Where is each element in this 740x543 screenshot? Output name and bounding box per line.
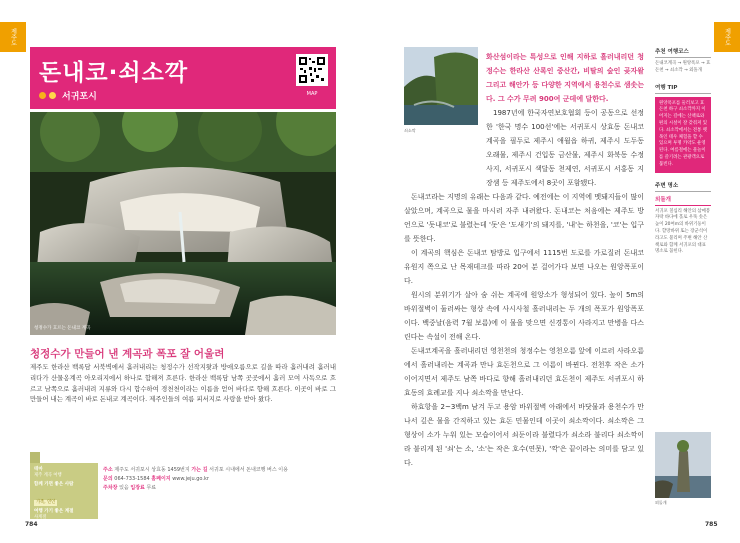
valley-photo bbox=[30, 112, 336, 335]
nearby-name: 외돌개 bbox=[655, 195, 711, 206]
bullet-icon bbox=[49, 92, 56, 99]
tip-text: 원앙폭포를 둘러보고 효돈천 하구 쇠소깍까지 이어지는 길에는 산책로와 편의 시설이 잘 갖춰져 있다. 쇠소깍에서는 전통 뗏목인 테우 체험을 할 수 있으며 투명 카약도 운영된다. 여름철에는 물놀이를 즐기려는 관광객으로 붐빈다. bbox=[655, 97, 711, 173]
right-body-text bbox=[404, 50, 644, 470]
left-heading: 청정수가 만들어 낸 계곡과 폭포 잘 어울려 bbox=[30, 348, 225, 360]
info-label: 함께 가면 좋은 사람 bbox=[34, 482, 74, 487]
info-label: 여행 가기 좋은 계절 bbox=[34, 509, 74, 514]
nearby-title: 주변 명소 bbox=[655, 181, 711, 192]
info-detail bbox=[103, 466, 337, 492]
paragraph: 원시의 분위기가 살아 숨 쉬는 계곡에 원앙소가 형성되어 있다. 높이 5m의 바위절벽이 둘러싸는 형상 속에 사시사철 흘러내리는 두 개의 폭포가 원앙폭포이다. 백중날(음력 7월 보름)에 이 물을 맞으면 신경통이 사라지고 만병을 다스린다는 속설이 전해 온다. bbox=[404, 291, 644, 341]
info-val: 있음 bbox=[119, 484, 129, 491]
info-label: 테마 bbox=[34, 467, 43, 472]
info-val: 064-733-1584 bbox=[114, 475, 150, 482]
subtitle-row bbox=[39, 89, 97, 102]
sidebar bbox=[655, 47, 711, 264]
paragraph: 돈내코계곡을 흘러내리던 영천천의 청정수는 영천오름 앞에 이르러 사라오름에서 흘러내리는 계곡과 만나 효돈천으로 그 이름이 바뀐다. 전천후 작은 소가 이어지면서 제주도 남쪽 바다로 향해 흘러내리던 효돈천이 제주도 서귀포시 하효동의 효례교를 지나 쇠소깍을 만난다. bbox=[404, 347, 644, 397]
info-key: 주차장 bbox=[103, 484, 118, 491]
info-key: 홈페이지 bbox=[151, 475, 171, 482]
paragraph: 하효항을 2~3백m 남겨 두고 용암 바위절벽 아래에서 바닷물과 용천수가 만나서 깊은 물을 간직하고 있는 효돈 민물인데 이곳이 쇠소깍이다. 쇠소깍은 그 형상이 소가 누워 있는 모습이어서 쇠둔이라 불렸다가 쇠소라 불리다 쇠소깍이라 불리게 된 '쇠'는 소, '소'는 작은 호수(연못), '깍'은 끝이라는 의미를 담고 있다. bbox=[404, 403, 644, 467]
bullet-icon bbox=[39, 92, 46, 99]
info-key: 가는 길 bbox=[191, 467, 208, 473]
page-number-left: 784 bbox=[25, 521, 38, 528]
info-val: 서귀포 시내에서 돈내코행 버스 이용 bbox=[209, 467, 288, 473]
info-value: 사계절 bbox=[34, 515, 47, 520]
page-number-right: 785 bbox=[705, 521, 718, 528]
lead-paragraph: 화산섬이라는 특성으로 인해 지하로 흘러내리던 청정수는 한라산 산록인 중산간, 비탈의 숲인 곶자왈 그리고 해안가 등 다양한 지역에서 용천수로 샘솟는다. 그 수가 무려 900여 군데에 달한다. bbox=[486, 53, 644, 103]
subtitle: 서귀포시 bbox=[62, 92, 97, 102]
oedolgae-photo bbox=[655, 432, 711, 498]
paragraph: 돈내코라는 지명의 유래는 다음과 같다. 예전에는 이 지역에 멧돼지들이 많이 살았으며, 계곡으로 물을 마시러 자주 내려왔다. 돈내코는 처음에는 제주도 방언으로 '돗내코'로 불렸는데 '돗'은 '도새기'의 돼지를, '내'는 하천을, '코'는 입구를 뜻한다. bbox=[404, 193, 644, 243]
section-tab-left[interactable]: 제주도 bbox=[0, 22, 26, 52]
photo-caption: 쇠소깍 bbox=[404, 128, 416, 133]
tip-title: 여행 TIP bbox=[655, 83, 711, 94]
info-card bbox=[30, 463, 98, 519]
info-tab-icon bbox=[30, 452, 40, 463]
qr-code-icon[interactable] bbox=[296, 54, 328, 86]
info-key: 문의 bbox=[103, 475, 113, 482]
title-banner bbox=[30, 47, 336, 109]
paragraph: 1987년에 한국자연보호협회 등이 공동으로 선정한 '한국 명수 100선'에는 서귀포시 상효동 돈내코계곡을 필두로 제주시 애월읍 하귀, 제주시 도두동 오래물, 제주시 건입동 금산물, 제주시 화북동 수정사지, 서귀포시 색달동 천제연, 서귀포시 서홍동 지장샘 등 제주도에서 8곳이 포함됐다. bbox=[486, 109, 644, 187]
paragraph: 이 계곡의 핵심은 돈내코 탐방로 입구에서 1115번 도로를 가로질러 돈내코유원지 쪽으로 난 목재데크를 따라 20여 분 걸어가다 보면 나오는 원앙폭포이다. bbox=[404, 249, 644, 285]
info-value: 제주 계곡 여행 bbox=[34, 473, 62, 478]
info-key: 입장료 bbox=[130, 484, 145, 491]
photo-caption: 외돌개 bbox=[655, 500, 667, 505]
nearby-text: 서귀포 칠십리 해안의 삼매봉 자락 바다에 홀로 우뚝 솟은 높이 20여m의 바위기둥이다. 할망바위 또는 장군석이라고도 불리며 주변 해안 산책로와 함께 서귀포의 대표 명소로 꼽힌다. bbox=[655, 208, 711, 255]
info-val: 제주도 서귀포시 상효동 1459번지 bbox=[114, 467, 190, 473]
qr-label: MAP bbox=[306, 91, 318, 97]
info-val: 무료 bbox=[146, 484, 157, 491]
info-key: 주소 bbox=[103, 467, 113, 473]
course-text: 돈내코계곡 → 원앙폭포 → 효돈천 → 쇠소깍 → 외돌개 bbox=[655, 61, 711, 73]
info-value: 가족, 연인 bbox=[36, 500, 56, 505]
page-title: 돈내코·쇠소깍 bbox=[39, 60, 189, 86]
info-val[interactable]: www.jeju.go.kr bbox=[172, 475, 209, 482]
left-body-text: 제주도 한라산 백록담 서북벽에서 흘러내리는 청정수가 선작지왓과 방애오름으로 길을 따라 흘러내려 흘러내리다가 산물옹계곡 아오리지에서 하나로 합해져 흐른다. 한라산 백록담 남쪽 곳곳에서 흘러 모여 사독으로 흐르고 남쪽으로 흘러내려 지류와 다시 합수하여 경천천이라는 이름을 얻어 바다로 향해 흐른다. 이곳이 바로 그 만들어 내는 계곡이 바로 돈내코 계곡이다. 제주인들의 여름 피서지로 사랑을 받아 왔다. bbox=[30, 363, 336, 404]
section-tab-right[interactable]: 제주도 bbox=[714, 22, 740, 52]
course-title: 추천 여행코스 bbox=[655, 47, 711, 58]
photo-caption: 청정수가 흐르는 돈내코 계곡 bbox=[34, 326, 91, 331]
